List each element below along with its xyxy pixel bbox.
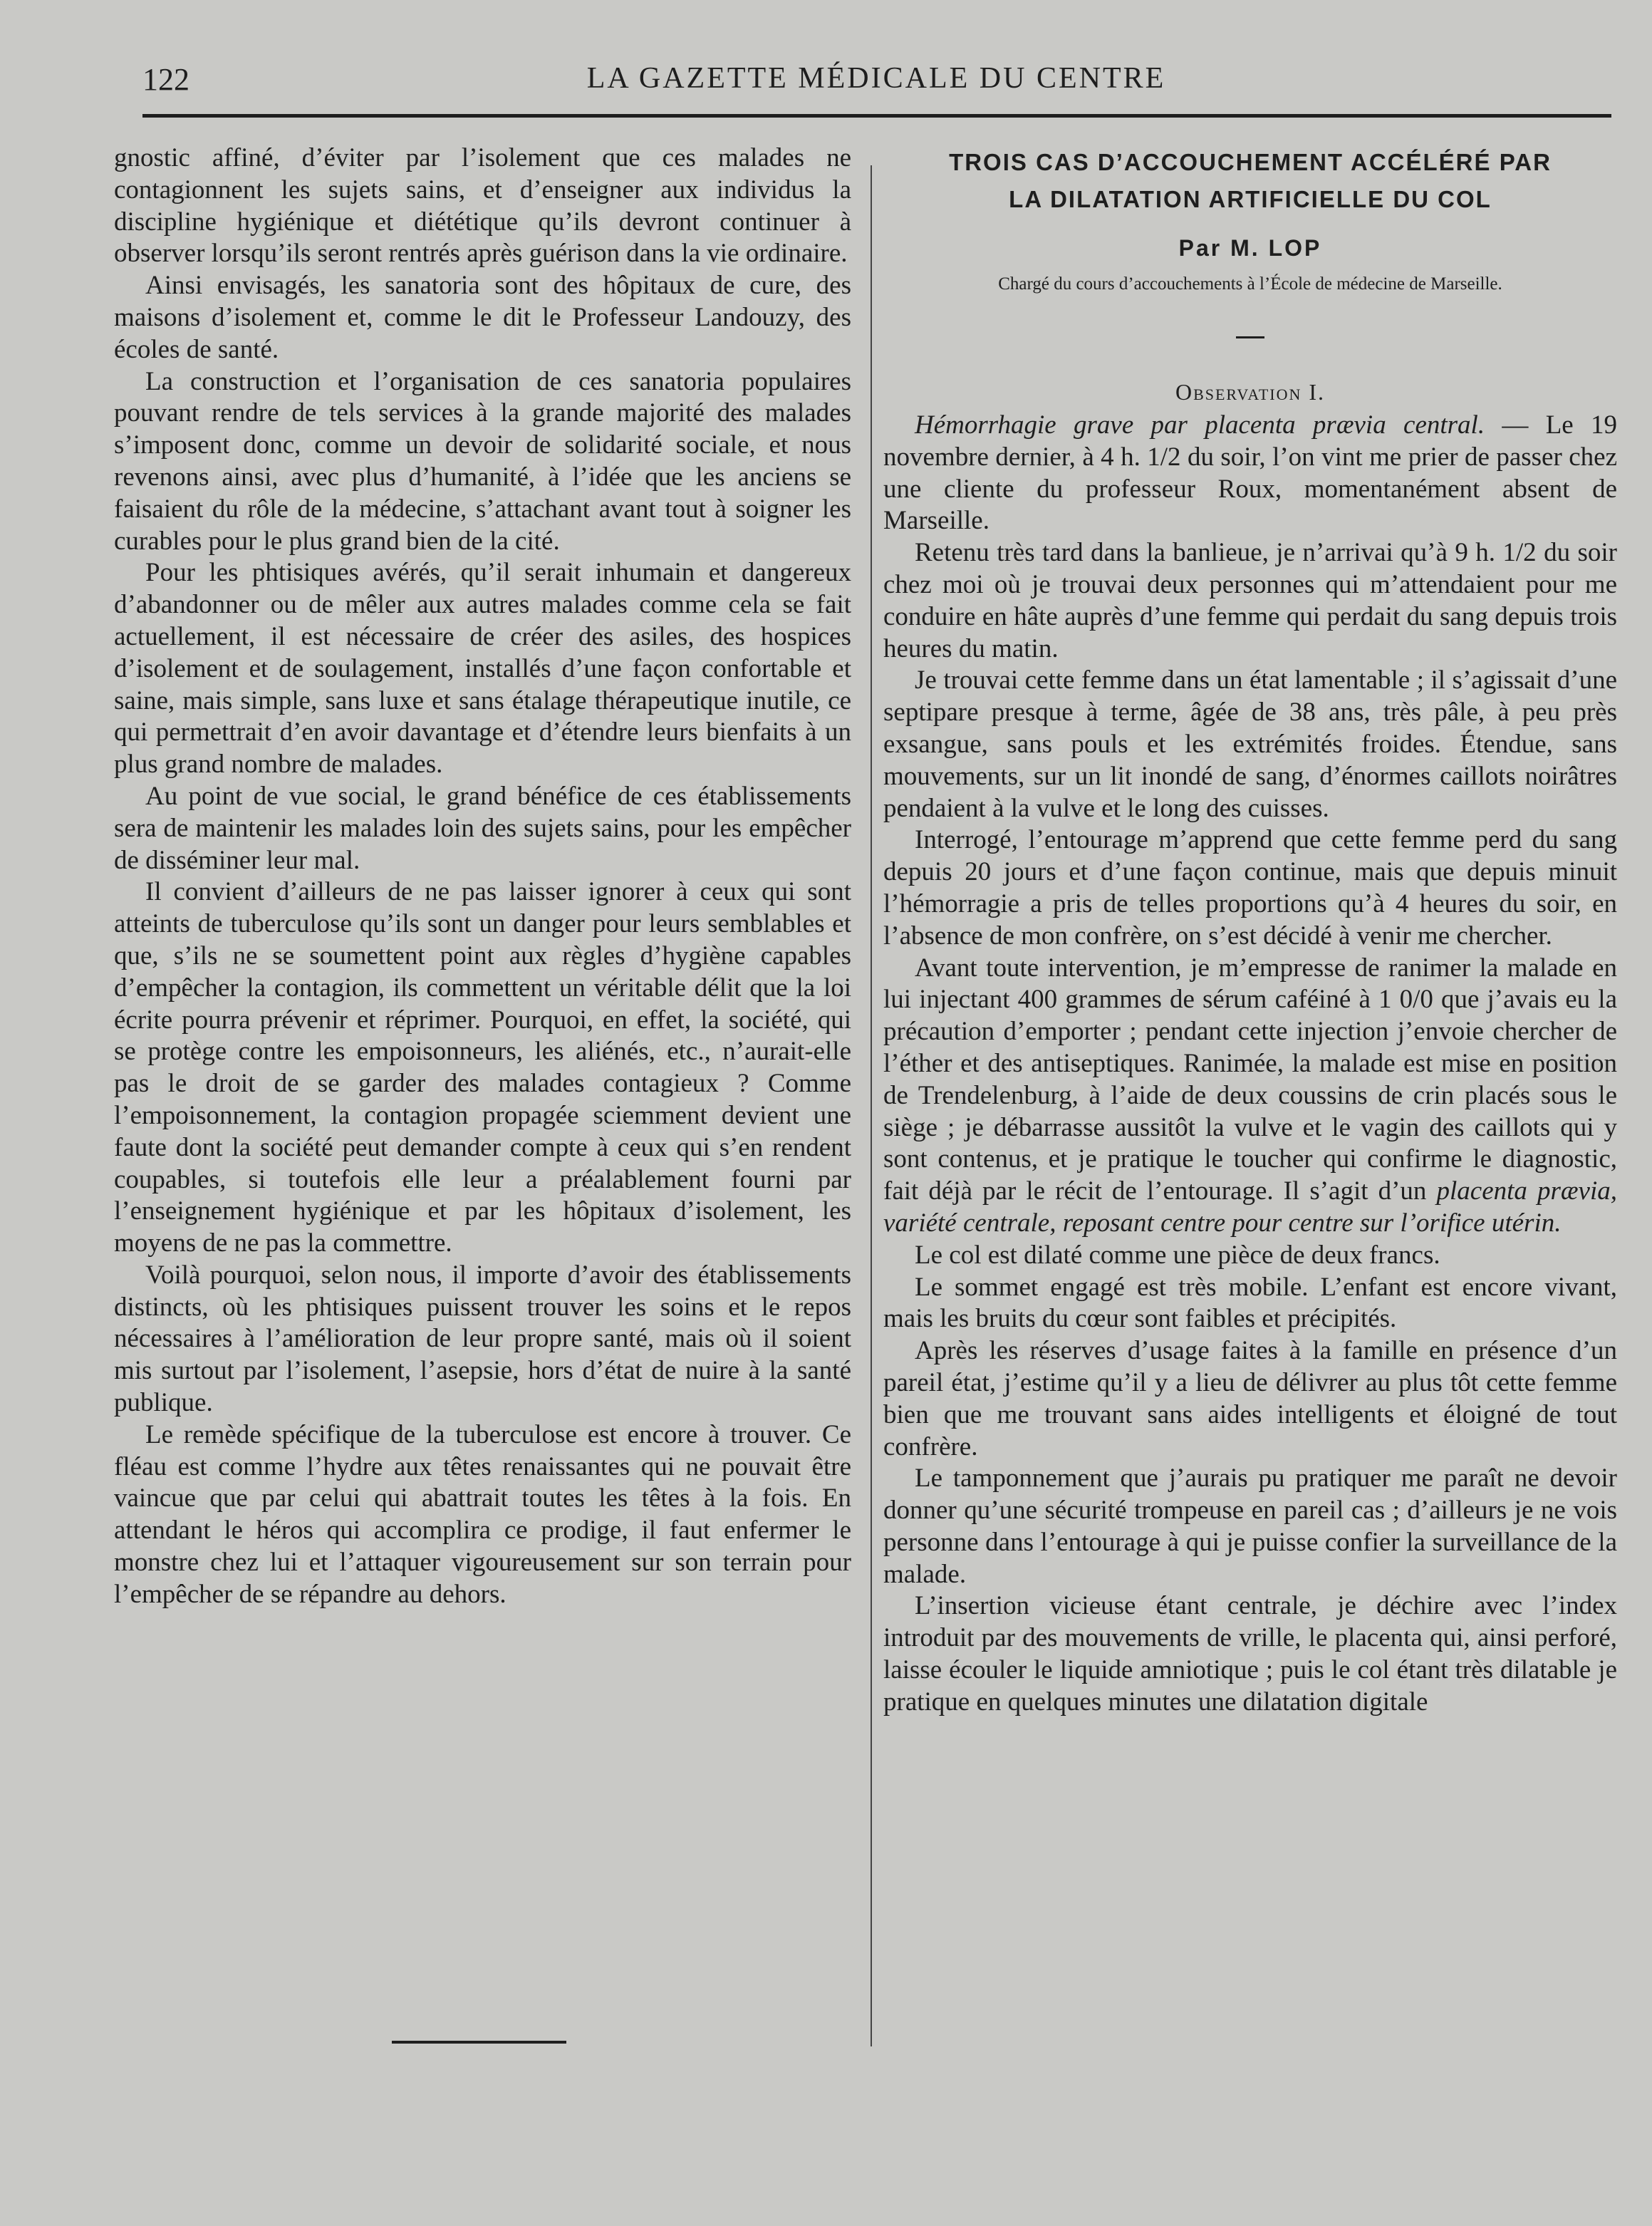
left-paragraph: Ainsi envisagés, les sanatoria sont des hôpitaux de cure, des maisons d’isolement et, comme le dit le Professeur Landouzy, des écoles de santé. [114,271,851,364]
right-paragraph: Interrogé, l’entourage m’apprend que cette femme perd du sang depuis 20 jours et d’une façon continue, mais que depuis minuit l’hémorragie a pris de telles proportions qu’à 4 heures du soir, en l’absence de mon confrère, on s’est décidé à venir me chercher. [883,825,1617,951]
author-affiliation: Chargé du cours d’accouchements à l’École de médecine de Marseille. [998,274,1502,294]
right-paragraph: Le col est dilaté comme une pièce de deux francs. [915,1240,1440,1270]
left-paragraph: La construction et l’organisation de ces sanatoria populaires pouvant rendre de tels services à la grande majorité des malades s’imposent donc, comme un devoir de solidarité sociale, et nous revenons ainsi, avec plus d’humanité, à l’idée que les anciens se faisaient du rôle de la médecine, s’attachant avant tout à soigner les curables pour le plus grand bien de la cité. [114,366,851,556]
right-paragraph: Avant toute intervention, je m’empresse de ranimer la malade en lui injectant 400 grammes de sérum caféiné à 1 0/0 que j’avais eu la précaution d’emporter ; pendant cette injection j’envoie chercher de l’éther et des antiseptiques. Ranimée, la malade est mise en position de Trendelenburg, à l’aide de deux coussins de crin placés sous le siège ; je débarrasse aussitôt la vulve et le vagin des caillots qui y sont contenus, et je pratique le toucher qui confirme le diagnostic, fait déjà par le récit de l’entourage. Il s’agit d’un placenta prævia, variété centrale, reposant centre pour centre sur l’orifice utérin. [883,953,1617,1238]
right-paragraph: Le sommet engagé est très mobile. L’enfant est encore vivant, mais les bruits du cœur sont faibles et précipités. [883,1272,1617,1334]
left-column [114,143,851,1611]
observation-heading: Observation I. [1175,379,1326,405]
diagnosis-italic: placenta prævia, variété centrale, reposant centre pour centre sur l’orifice utérin. [883,1176,1617,1238]
article-title-line: TROIS CAS D’ACCOUCHEMENT ACCÉLÉRÉ PAR [949,149,1552,175]
running-title: LA GAZETTE MÉDICALE DU CENTRE [586,62,1166,95]
left-paragraph: Le remède spécifique de la tuberculose est encore à trouver. Ce fléau est comme l’hydre aux têtes renaissantes qui ne pouvait être vaincue que par celui qui abattrait toutes les têtes à la fois. En attendant le héros qui accomplira ce prodige, il faut enfermer le monstre chez lui et l’attaquer vigoureusement sur son terrain pour l’empêcher de se répandre au dehors. [114,1419,851,1609]
page-number: 122 [142,62,189,97]
left-paragraph: gnostic affiné, d’éviter par l’isolement que ces malades ne contagionnent les sujets sains, et d’enseigner aux individus la discipline hygiénique et diététique qu’ils devront continuer à observer lorsqu’ils seront rentrés après guérison dans la vie ordinaire. [114,143,851,269]
right-paragraph: L’insertion vicieuse étant centrale, je déchire avec l’index introduit par des mouvements de vrille, le placenta qui, ainsi perforé, laisse écouler le liquide amniotique ; puis le col étant très dilatable je pratique en quelques minutes une dilatation digitale [883,1591,1617,1717]
left-paragraph: Il convient d’ailleurs de ne pas laisser ignorer à ceux qui sont atteints de tuberculose qu’ils sont un danger pour leurs semblables et que, s’ils ne se soumettent point aux règles d’hygiène capables d’empêcher la contagion, ils commettent un véritable délit que la loi écrite pourra prévenir et réprimer. Pourquoi, en effet, la société, qui se protège contre les empoisonneurs, les aliénés, etc., n’aurait-elle pas le droit de se garder des malades contagieux ? Comme l’empoisonnement, la contagion propagée sciemment devient une faute dont la société peut demander compte à ceux qui s’en rendent coupables, si toutefois elle leur a préalablement fourni par l’enseignement hygiénique et par les hôpitaux d’isolement, les moyens de ne pas la commettre. [114,877,851,1258]
article-end-rule [392,2041,566,2044]
left-paragraph: Voilà pourquoi, selon nous, il importe d’avoir des établissements distincts, où les phtisiques puissent trouver les soins et le repos nécessaires à l’amélioration de leur propre santé, mais où il soient mis surtout par l’isolement, l’asepsie, hors d’état de nuire à la santé publique. [114,1260,851,1418]
left-paragraph: Pour les phtisiques avérés, qu’il serait inhumain et dangereux d’abandonner ou de mêler aux autres malades comme cela se fait actuellement, il est nécessaire de créer des asiles, des hospices d’isolement et de soulagement, installés d’une façon confortable et saine, mais simple, sans luxe et sans étalage thérapeutique inutile, ce qui permettrait d’en avoir davantage et d’étendre leurs bienfaits à un plus grand nombre de malades. [114,558,851,780]
article-title [883,144,1617,218]
page-header [142,61,1610,104]
article-title-line: LA DILATATION ARTIFICIELLE DU COL [1009,186,1492,212]
right-paragraph: Après les réserves d’usage faites à la famille en présence d’un pareil état, j’estime qu’il y a lieu de délivrer au plus tôt cette femme bien que me trouvant sans aides intelligents et éloigné de tout confrère. [883,1336,1617,1461]
column-divider [871,165,872,2046]
right-column [883,143,1617,1719]
observation-subtitle: Hémorrhagie grave par placenta prævia central. [915,410,1485,440]
separator-dash [1236,336,1264,338]
right-paragraph: Hémorrhagie grave par placenta prævia central. — Le 19 novembre dernier, à 4 h. 1/2 du soir, l’on vint me prier de passer chez une cliente du professeur Roux, momentanément absent de Marseille. [883,410,1618,536]
header-rule [142,114,1611,118]
right-paragraph: Je trouvai cette femme dans un état lamentable ; il s’agissait d’une septipare presque à terme, âgée de 38 ans, très pâle, à peu près exsangue, sans pouls et les extrémités froides. Étendue, sans mouvements, sur un lit inondé de sang, d’énormes caillots noirâtres pendaient à la vulve et le long des cuisses. [883,666,1617,823]
author-byline: Par M. LOP [1178,235,1322,261]
left-paragraph: Au point de vue social, le grand bénéfice de ces établissements sera de maintenir les malades loin des sujets sains, pour les empêcher de disséminer leur mal. [114,781,851,875]
right-paragraph: Le tamponnement que j’aurais pu pratiquer me paraît ne devoir donner qu’une sécurité trompeuse en pareil cas ; d’ailleurs je ne vois personne dans l’entourage à qui je puisse confier la surveillance de la malade. [883,1464,1617,1589]
right-paragraph: Retenu très tard dans la banlieue, je n’arrivai qu’à 9 h. 1/2 du soir chez moi où je trouvai deux personnes qui m’attendaient pour me conduire en hâte auprès d’une femme qui perdait du sang depuis trois heures du matin. [883,538,1617,663]
